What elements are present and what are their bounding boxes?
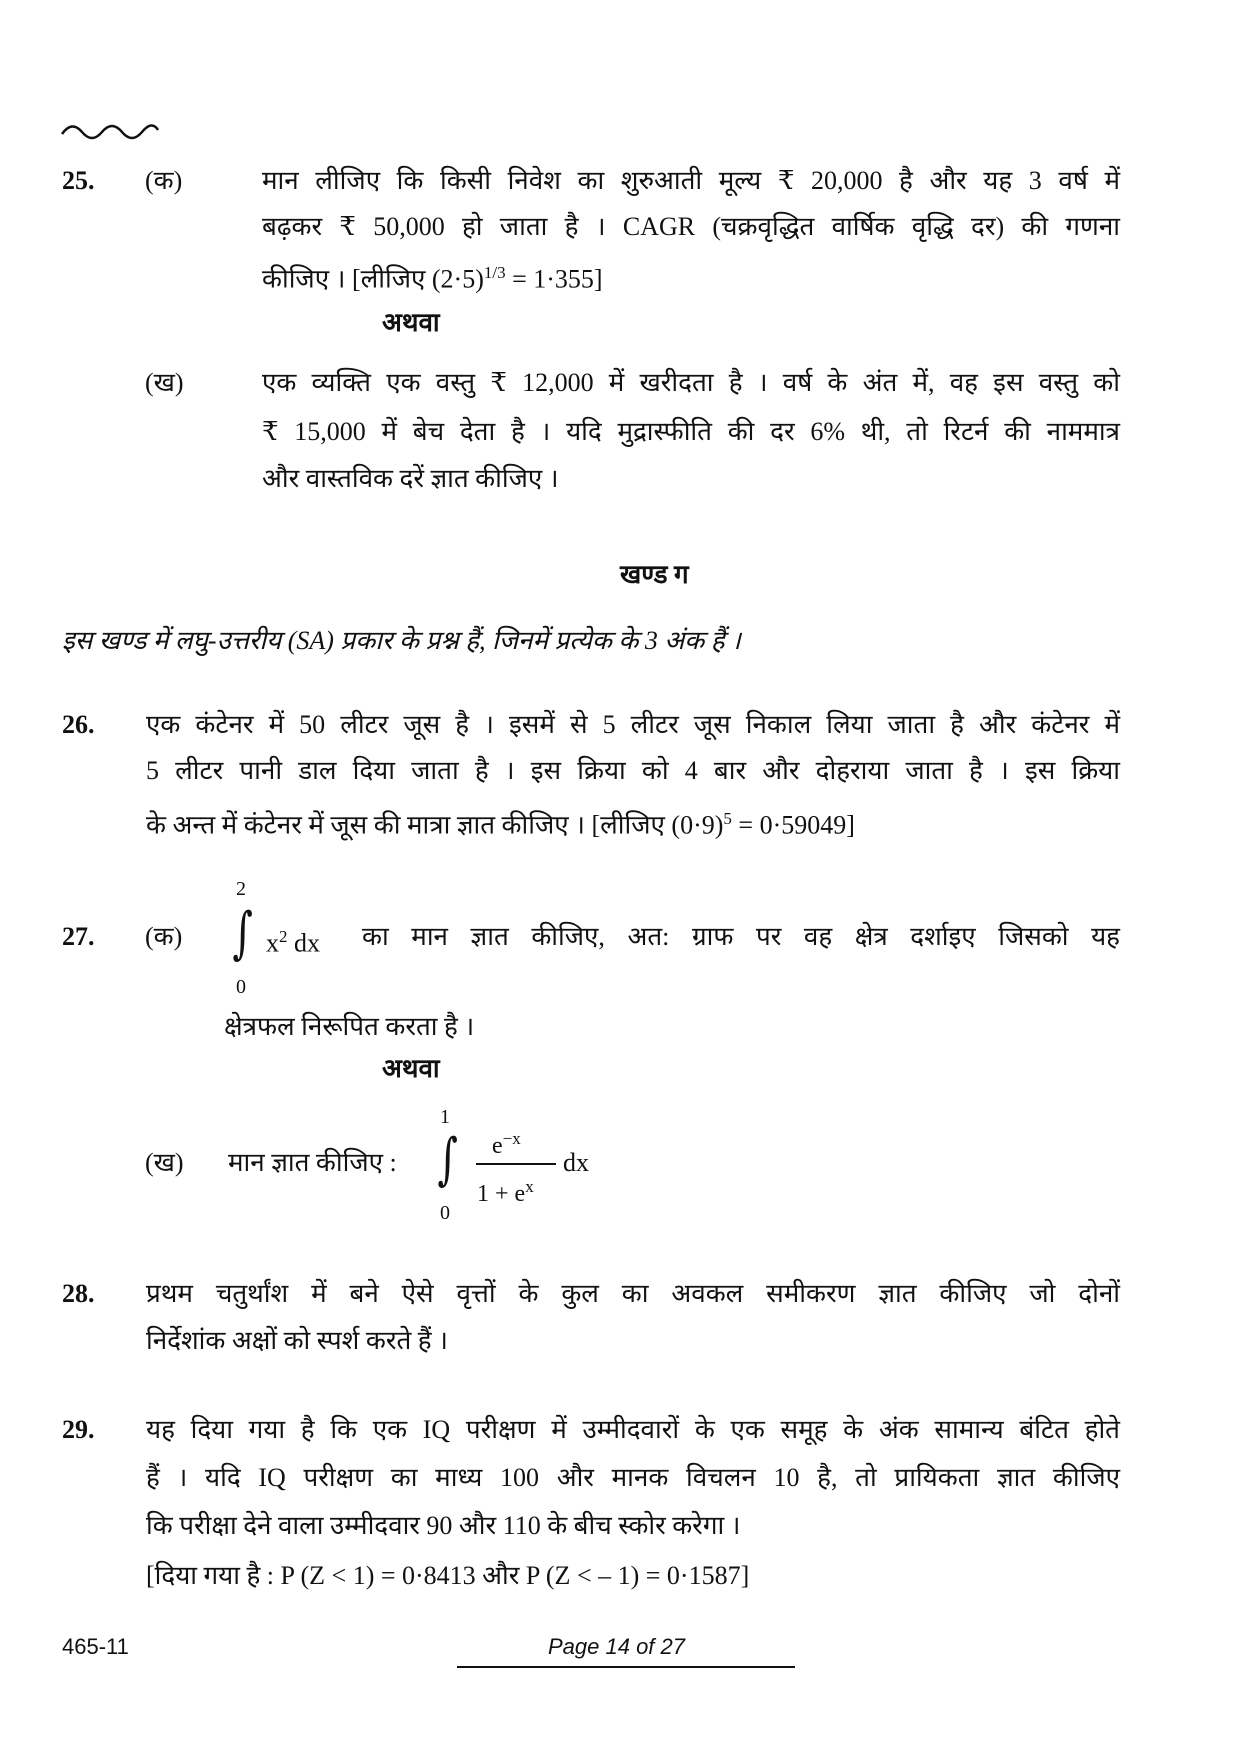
paper-code: 465-11 [62, 1634, 129, 1659]
text: x [266, 928, 279, 958]
question-text: एक कंटेनर में 50 लीटर जूस है । इसमें से 5 लीटर जूस निकाल लिया जाता है और कंटेनर में [146, 710, 1120, 739]
question-number: 25. [62, 166, 95, 195]
text: dx [287, 928, 320, 958]
question-text: हैं । यदि IQ परीक्षण का माध्य 100 और मानक विचलन 10 है, तो प्रायिकता ज्ञात कीजिए [146, 1463, 1120, 1492]
or-divider: अथवा [382, 308, 440, 337]
question-number: 27. [62, 922, 95, 951]
question-text: 5 लीटर पानी डाल दिया जाता है । इस क्रिया को 4 बार और दोहराया जाता है । इस क्रिया [146, 756, 1120, 785]
question-text: यह दिया गया है कि एक IQ परीक्षण में उम्मीदवारों के एक समूह के अंक सामान्य बंटित होते [146, 1415, 1120, 1444]
question-number: 28. [62, 1279, 95, 1308]
exponent: 1/3 [483, 263, 506, 282]
integrand [266, 920, 320, 961]
text: 1 + e [477, 1181, 526, 1207]
question-text: प्रथम चतुर्थांश में बने ऐसे वृत्तों के कुल का अवकल समीकरण ज्ञात कीजिए जो दोनों [146, 1279, 1120, 1308]
differential: dx [563, 1148, 589, 1177]
text: = 1·355] [505, 264, 603, 294]
footer-rule [457, 1666, 795, 1668]
or-divider: अथवा [382, 1054, 440, 1083]
question-number: 29. [62, 1415, 95, 1444]
question-text [262, 256, 603, 297]
given-values: [दिया गया है : P (Z < 1) = 0·8413 और P (Z < – 1) = 0·1587] [146, 1561, 750, 1590]
integral-sign-icon: ∫ [232, 901, 253, 966]
integral-lower-limit: 0 [440, 1202, 450, 1224]
question-text: बढ़कर ₹ 50,000 हो जाता है । CAGR (चक्रवृद्धित वार्षिक वृद्धि दर) की गणना [262, 212, 1120, 241]
subpart-label: (क) [145, 922, 183, 951]
question-text: का मान ज्ञात कीजिए, अत: ग्राफ पर वह क्षेत्र दर्शाइए जिसको यह [362, 922, 1120, 951]
exponent: −x [502, 1129, 521, 1148]
question-text: मान लीजिए कि किसी निवेश का शुरुआती मूल्य ₹ 20,000 है और यह 3 वर्ष में [262, 166, 1120, 195]
integral-upper-limit: 1 [440, 1106, 450, 1128]
text: कीजिए । [लीजिए (2·5) [262, 264, 484, 294]
question-text: ₹ 15,000 में बेच देता है । यदि मुद्रास्फीति की दर 6% थी, तो रिटर्न की नाममात्र [262, 417, 1120, 446]
question-number: 26. [62, 710, 95, 739]
subpart-label: (ख) [145, 1148, 184, 1177]
subpart-label: (ख) [145, 368, 184, 397]
question-text: कि परीक्षा देने वाला उम्मीदवार 90 और 110 के बीच स्कोर करेगा । [146, 1511, 741, 1540]
question-text: क्षेत्रफल निरूपित करता है । [224, 1012, 475, 1041]
fraction-numerator [492, 1122, 521, 1163]
integral-lower-limit: 0 [236, 976, 246, 998]
exponent: 5 [723, 809, 732, 828]
text: e [492, 1133, 503, 1159]
question-text: और वास्तविक दरें ज्ञात कीजिए । [262, 464, 559, 493]
fraction-denominator [477, 1170, 534, 1211]
section-title: खण्ड ग [620, 560, 689, 589]
exponent: 2 [279, 927, 288, 946]
text: के अन्त में कंटेनर में जूस की मात्रा ज्ञात कीजिए । [लीजिए (0·9) [146, 810, 724, 840]
integral-sign-icon: ∫ [437, 1127, 458, 1192]
wave-mark-icon [60, 118, 160, 142]
fraction-bar [476, 1163, 556, 1165]
question-text: निर्देशांक अक्षों को स्पर्श करते हैं । [146, 1326, 448, 1355]
section-instruction: इस खण्ड में लघु-उत्तरीय (SA) प्रकार के प्रश्न हैं, जिनमें प्रत्येक के 3 अंक हैं । [62, 626, 741, 655]
exponent: x [525, 1177, 534, 1196]
question-text: एक व्यक्ति एक वस्तु ₹ 12,000 में खरीदता है । वर्ष के अंत में, वह इस वस्तु को [262, 368, 1120, 397]
question-text: मान ज्ञात कीजिए : [228, 1148, 397, 1177]
question-text [146, 802, 855, 843]
integral-upper-limit: 2 [236, 878, 246, 900]
page-number: Page 14 of 27 [548, 1634, 686, 1659]
subpart-label: (क) [145, 166, 183, 195]
text: = 0·59049] [731, 810, 855, 840]
